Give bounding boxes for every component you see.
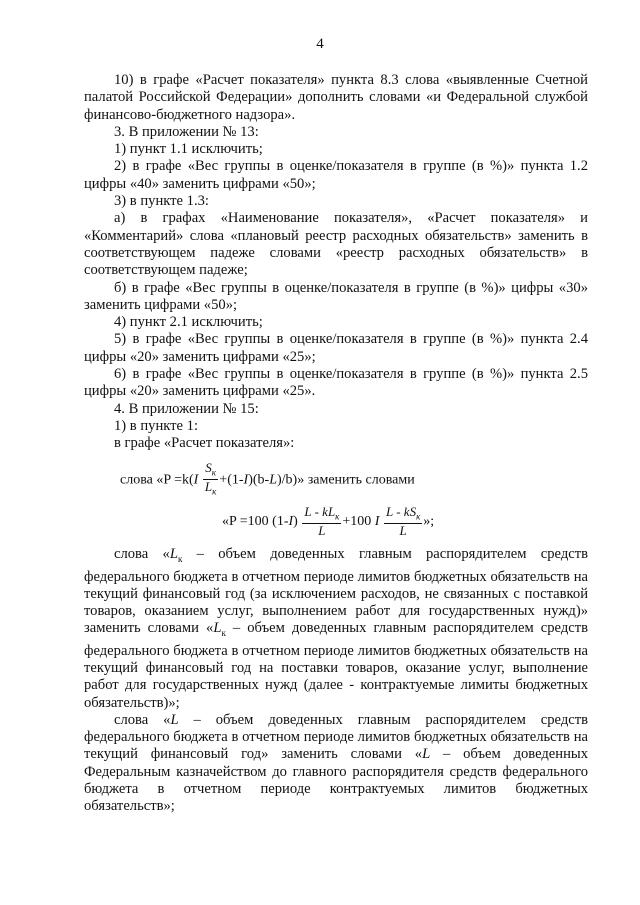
formula-old-l: L bbox=[269, 471, 277, 487]
formula-new-denominator-1: L bbox=[318, 523, 326, 539]
paragraph-4-1: 1) в пункте 1: bbox=[114, 417, 199, 434]
formula-new-denominator-2: L bbox=[399, 523, 407, 539]
paragraph-4-1-lk-replacement: слова «$L_к$ – объем доведенных главным распорядителем средств федерального бюджета в отчетном периоде лимитов бюджетных обязательств на текущий финансовый год (за исключением расходов, не связанных с поставкой товаров, оказанием услуг, выполнением работ для государственных нужд)» заменить словами «$L_к$ – объем доведенных главным распорядителем средств федерального бюджета в отчетном периоде лимитов бюджетных обязательств на текущий финансовый год на поставки товаров, оказание услуг, выполнение работ для государственных нужд (далее - контрактуемые лимиты бюджетных обязательств)»; bbox=[84, 546, 589, 711]
paragraph-3-5: 5) в графе «Вес группы в оценке/показателя в группе (в %)» пункта 2.4 цифры «20» заменить цифрами «25»; bbox=[84, 331, 588, 365]
formula-old-prefix: слова «P =k( bbox=[120, 471, 194, 487]
document-body bbox=[84, 72, 588, 816]
paragraph-3-4: 4) пункт 2.1 исключить; bbox=[114, 314, 263, 331]
paragraph-3-2: 2) в графе «Вес группы в оценке/показателя в группе (в %)» пункта 1.2 цифры «40» заменить цифрами «50»; bbox=[84, 158, 588, 192]
formula-new-numerator-1: L - $kL_к$ bbox=[302, 505, 341, 525]
formula-new-fraction-1 bbox=[302, 505, 341, 539]
formula-old-fraction bbox=[203, 461, 218, 499]
formula-new-end: »; bbox=[423, 513, 435, 529]
section-3-heading: 3. В приложении № 13: bbox=[114, 123, 259, 140]
paragraph-3-3-a: а) в графах «Наименование показателя», «Расчет показателя» и «Комментарий» слова «плановый реестр расходных обязательств» заменить в соответствующем падеже словами «реестр расходных обязательств» в соответствующем падеже; bbox=[84, 210, 588, 279]
formula-old-denominator: $L_к$ bbox=[204, 479, 217, 497]
paragraph-3-1: 1) пункт 1.1 исключить; bbox=[114, 141, 263, 158]
paragraph-3-3-b: б) в графе «Вес группы в оценке/показателя в группе (в %)» цифры «30» заменить цифрами «50»; bbox=[84, 279, 588, 313]
formula-new-mid: +100 bbox=[342, 513, 372, 529]
paragraph-4-1-graph: в графе «Расчет показателя»: bbox=[114, 435, 295, 452]
formula-old-i: I bbox=[193, 471, 199, 487]
formula-old-tail: )(b- bbox=[248, 471, 270, 487]
formula-old-end: )/b)» заменить словами bbox=[277, 471, 415, 487]
section-4-heading: 4. В приложении № 15: bbox=[114, 400, 259, 417]
formula-old-mid: +(1- bbox=[219, 471, 244, 487]
formula-new-i: I bbox=[288, 513, 294, 529]
formula-new-paren: ) bbox=[293, 513, 298, 529]
formula-old bbox=[120, 461, 588, 499]
paragraph-3-6: 6) в графе «Вес группы в оценке/показателя в группе (в %)» пункта 2.5 цифры «20» заменить цифрами «25». bbox=[84, 366, 588, 400]
formula-new bbox=[222, 505, 588, 539]
formula-new-numerator-2: L - $kS_к$ bbox=[384, 505, 422, 525]
formula-old-i2: I bbox=[243, 471, 249, 487]
formula-old-numerator: $S_к$ bbox=[203, 461, 218, 481]
paragraph-10: 10) в графе «Расчет показателя» пункта 8.3 слова «выявленные Счетной палатой Российской Федерации» дополнить словами «и Федеральной службой финансово-бюджетного надзора». bbox=[84, 72, 588, 123]
formula-new-prefix: «P =100 (1- bbox=[222, 513, 289, 529]
page-number: 4 bbox=[316, 36, 324, 52]
paragraph-4-1-l-replacement: слова «L – объем доведенных главным распорядителем средств федерального бюджета в отчетном периоде лимитов бюджетных обязательств на текущий финансовый год» заменить словами «L – объем доведенных Федеральным казначейством до главного распорядителя средств федерального бюджета в отчетном периоде контрактуемых лимитов бюджетных обязательств»; bbox=[84, 711, 589, 815]
paragraph-3-3: 3) в пункте 1.3: bbox=[114, 193, 209, 210]
formula-new-i2: I bbox=[374, 513, 380, 529]
formula-new-fraction-2 bbox=[384, 505, 422, 539]
